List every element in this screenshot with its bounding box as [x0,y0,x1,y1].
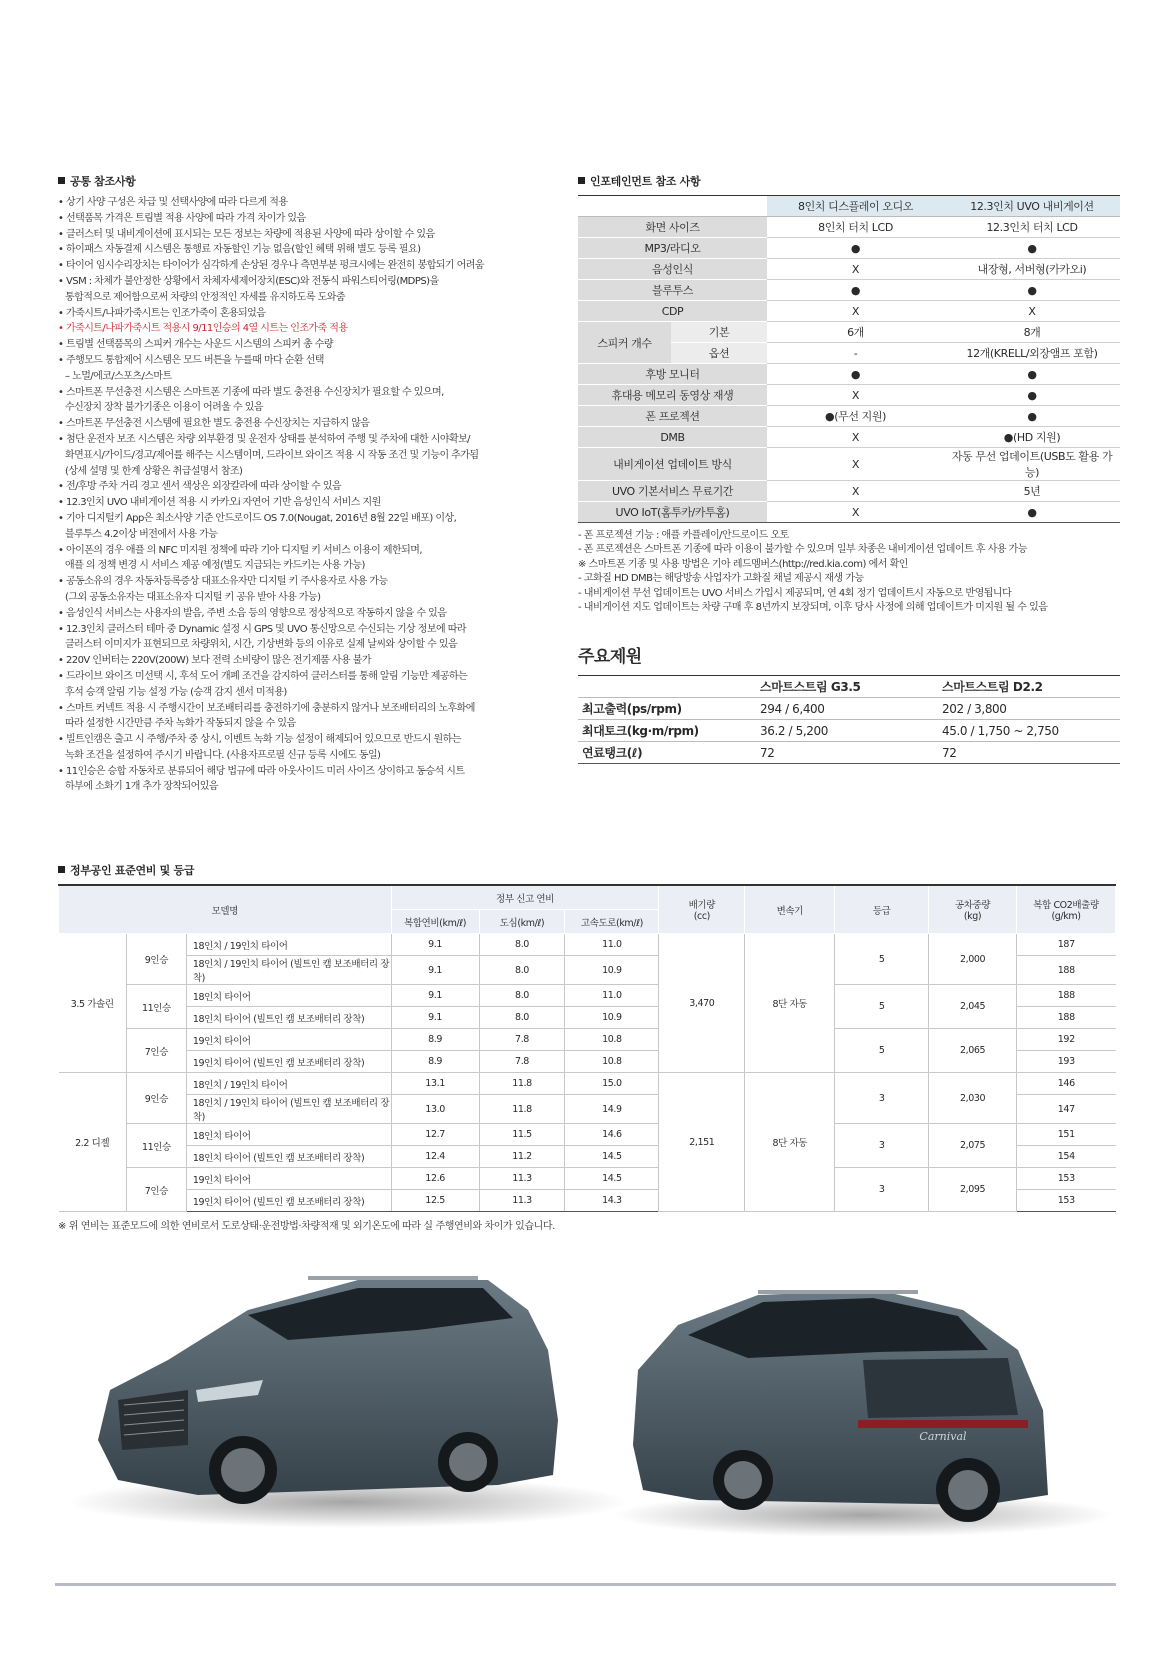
table-row [578,502,1120,523]
combined-value: 13.0 [391,1095,479,1124]
cell-value: ● [767,364,944,385]
highway-value: 14.6 [565,1124,659,1146]
cell-value: X [767,259,944,280]
th-model: 모델명 [59,885,392,934]
cell-value: ● [944,406,1120,427]
table-row [59,934,1116,956]
cell-value: X [767,385,944,406]
th-gov-efficiency: 정부 신고 연비 [391,885,659,910]
note-item: • 트림별 선택품목의 스피커 개수는 사운드 시스템의 스피커 총 수량 [58,339,333,351]
table-row [578,448,1120,481]
note-item: • 스마트폰 무선충전 시스템은 스마트폰 기종에 따라 별도 충전용 수신장치가 필요할 수 있으며, 수신장치 장착 불가기종은 이용이 어려울 수 있음 [58,386,444,414]
row-label: 후방 모니터 [578,364,767,385]
cell-value: 72 [756,742,938,764]
col-d22: 스마트스트림 D2.2 [938,676,1120,698]
note-item: • 스마트 커넥트 적용 시 주행시간이 보조배터리를 충전하기에 충분하지 않거나 보조배터리의 노후화에 따라 설정한 시간만큼 주차 녹화가 작동되지 않을 수 있음 [58,702,475,730]
row-sublabel: 기본 [671,322,767,343]
car-illustrations [58,1240,1118,1550]
table-row [578,742,1120,764]
fuel-heading: 정부공인 표준연비 및 등급 [58,862,1116,878]
displacement-value: 3,470 [659,934,745,1073]
note-item: • 12.3인치 UVO 내비게이션 적용 시 카카오i 자연어 기반 음성인식 서비스 지원 [58,497,381,509]
city-value: 11.8 [479,1073,565,1095]
highway-value: 11.0 [565,985,659,1007]
transmission-value: 8단 자동 [745,934,835,1073]
cell-value: ● [944,280,1120,301]
grade-value: 3 [835,1168,929,1212]
table-row [578,385,1120,406]
combined-value: 8.9 [391,1029,479,1051]
note-line: ※ 스마트폰 기종 및 사용 방법은 기아 레드멤버스(http://red.kia.com) 에서 확인 [578,558,908,570]
note-item: • 12.3인치 클러스터 테마 중 Dynamic 설정 시 GPS 및 UVO 통신망으로 수신되는 기상 정보에 따라 클러스터 이미지가 표현되므로 차량위치, 시간, 기상변화 등의 이유로 실제 날씨와 상이할 수 있음 [58,623,466,651]
combined-value: 12.7 [391,1124,479,1146]
co2-value: 153 [1017,1190,1116,1212]
highway-value: 14.5 [565,1146,659,1168]
co2-value: 151 [1017,1124,1116,1146]
note-item: • 전/후방 주차 거리 경고 센서 색상은 외장칼라에 따라 상이할 수 있음 [58,481,342,493]
cell-value: 5년 [944,481,1120,502]
tire-label: 18인치 타이어 [186,1124,391,1146]
cell-value: X [767,502,944,523]
combined-value: 8.9 [391,1051,479,1073]
table-row [578,481,1120,502]
co2-value: 188 [1017,985,1116,1007]
note-item: • 타이어 임시수리장치는 타이어가 심각하게 손상된 경우나 측면부분 펑크시에는 완전히 봉합되기 어려움 [58,260,484,272]
cell-value: - [767,343,944,364]
highway-value: 14.5 [565,1168,659,1190]
common-notes-heading: 공통 참조사항 [58,173,564,189]
fuel-efficiency-section [58,862,1116,1232]
note-line: - 내비게이션 지도 업데이트는 차량 구매 후 8년까지 보장되며, 이후 당사 사정에 의해 업데이트가 미지원 될 수 있음 [578,602,1048,614]
note-line: - 폰 프로젝션 기능 : 애플 카플레이/안드로이드 오토 [578,530,789,541]
bottom-divider [55,1583,1116,1586]
highway-value: 15.0 [565,1073,659,1095]
combined-value: 12.4 [391,1146,479,1168]
row-label: 폰 프로젝션 [578,406,767,427]
note-item: • 기아 디지털키 App은 최소사양 기준 안드로이드 OS 7.0(Nougat, 2016년 8월 22일 배포) 이상, 블루투스 4.2이상 버전에서 사용 가능 [58,512,457,540]
city-value: 8.0 [479,956,565,985]
cell-value: X [767,427,944,448]
cell-value: 12.3인치 터치 LCD [944,217,1120,238]
cell-value: 12개(KRELL/외장앰프 포함) [944,343,1120,364]
th-co2: 복합 CO2배출량 (g/km) [1017,885,1116,934]
col-g35: 스마트스트림 G3.5 [756,676,938,698]
seats-label: 7인승 [126,1168,186,1212]
highway-value: 11.0 [565,934,659,956]
main-specs-section [578,642,1120,764]
co2-value: 153 [1017,1168,1116,1190]
infotainment-section [578,173,1120,615]
grade-value: 5 [835,1029,929,1073]
grade-value: 3 [835,1073,929,1124]
combined-value: 13.1 [391,1073,479,1095]
highway-value: 14.3 [565,1190,659,1212]
row-sublabel: 옵션 [671,343,767,364]
co2-value: 192 [1017,1029,1116,1051]
co2-value: 187 [1017,934,1116,956]
combined-value: 12.6 [391,1168,479,1190]
tire-label: 18인치 / 19인치 타이어 (빌트인 캠 보조배터리 장착) [186,1095,391,1124]
tire-label: 18인치 / 19인치 타이어 [186,934,391,956]
table-row [578,280,1120,301]
row-label: 화면 사이즈 [578,217,767,238]
cell-value: X [944,301,1120,322]
co2-value: 146 [1017,1073,1116,1095]
cell-value: 내장형, 서버형(카카오i) [944,259,1120,280]
note-item: • 음성인식 서비스는 사용자의 발음, 주변 소음 등의 영향으로 정상적으로 작동하지 않을 수 있음 [58,607,447,619]
combined-value: 12.5 [391,1190,479,1212]
cell-value: 294 / 6,400 [756,698,938,720]
row-label: 최대토크(kg·m/rpm) [578,720,756,742]
table-row [578,217,1120,238]
th-highway: 고속도로(km/ℓ) [565,910,659,934]
note-item: • VSM : 차체가 불안정한 상황에서 차체자세제어장치(ESC)와 전동식 파워스티어링(MDPS)을 통합적으로 제어함으로써 차량의 안정적인 자세를 유지하도록 도와줌 [58,275,439,303]
row-label: UVO 기본서비스 무료기간 [578,481,767,502]
svg-text:Carnival: Carnival [919,1430,967,1443]
tire-label: 19인치 타이어 [186,1029,391,1051]
cell-value: 202 / 3,800 [938,698,1120,720]
row-label: DMB [578,427,767,448]
cell-value: 36.2 / 5,200 [756,720,938,742]
row-label: MP3/라디오 [578,238,767,259]
seats-label: 7인승 [126,1029,186,1073]
table-row [578,698,1120,720]
th-weight: 공차중량 (kg) [929,885,1017,934]
th-city: 도심(km/ℓ) [479,910,565,934]
note-item: • 주행모드 통합제어 시스템은 모드 버튼을 누를때 마다 순환 선택 – 노멀/에코/스포츠/스마트 [58,354,324,382]
seats-label: 11인승 [126,1124,186,1168]
highway-value: 14.9 [565,1095,659,1124]
common-notes-list [58,195,564,795]
note-item: • 상기 사양 구성은 차급 및 선택사양에 따라 다르게 적용 [58,197,288,208]
note-item: • 아이폰의 경우 애플 의 NFC 미지원 정책에 따라 기아 디지털 키 서비스 이용이 제한되며, 애플 의 정책 변경 시 서비스 제공 예정(별도 지급되는 카드키는 사용 가능) [58,544,422,572]
tire-label: 19인치 타이어 (빌트인 캠 보조배터리 장착) [186,1051,391,1073]
highway-value: 10.8 [565,1051,659,1073]
city-value: 11.2 [479,1146,565,1168]
th-transmission: 변속기 [745,885,835,934]
seats-label: 9인승 [126,934,186,985]
cell-value: ● [767,238,944,259]
table-row [578,322,1120,343]
table-row [59,1073,1116,1095]
seats-label: 9인승 [126,1073,186,1124]
note-item: • 드라이브 와이즈 미선택 시, 후석 도어 개폐 조건을 감지하여 클러스터를 통해 알림 기능만 제공하는 후석 승객 알림 기능 설정 가능 (승객 감지 센서 미적용) [58,670,468,698]
weight-value: 2,075 [929,1124,1017,1168]
main-specs-table [578,675,1120,764]
weight-value: 2,000 [929,934,1017,985]
cell-value: ● [944,502,1120,523]
city-value: 11.3 [479,1168,565,1190]
table-row [59,1029,1116,1051]
table-row [578,364,1120,385]
cell-value: ● [944,364,1120,385]
city-value: 11.3 [479,1190,565,1212]
combined-value: 9.1 [391,985,479,1007]
col-8inch-audio: 8인치 디스플레이 오디오 [767,196,944,217]
table-row [578,301,1120,322]
tire-label: 18인치 타이어 [186,985,391,1007]
grade-value: 5 [835,985,929,1029]
cell-value: 6개 [767,322,944,343]
cell-value: ● [944,238,1120,259]
fuel-efficiency-table [58,884,1116,1212]
cell-value: ● [767,280,944,301]
co2-value: 188 [1017,956,1116,985]
table-row [59,1168,1116,1190]
note-item: • 220V 인버터는 220V(200W) 보다 전력 소비량이 많은 전기제품 사용 불가 [58,655,371,667]
combined-value: 9.1 [391,1007,479,1029]
note-line: - 폰 프로젝션은 스마트폰 기종에 따라 이용이 불가할 수 있으며 일부 차종은 내비게이션 업데이트 후 사용 가능 [578,544,1028,556]
note-item: • 하이패스 자동결제 시스템은 통행료 자동할인 기능 없음(할인 혜택 위해 별도 등록 필요) [58,244,421,256]
note-item: • 선택품목 가격은 트림별 적용 사양에 따라 가격 차이가 있음 [58,212,306,224]
cell-value: 자동 무선 업데이트(USB도 활용 가능) [944,448,1120,481]
note-item: • 첨단 운전자 보조 시스템은 차량 외부환경 및 운전자 상태를 분석하여 주행 및 주차에 대한 시야확보/ 화면표시/가이드/경고/제어를 해주는 시스템이며, 드라이브 와이즈 적용 시 작동 조건 및 기능이 추가됨 (상세 설명 및 한계 상황은 취급설명서 참조) [58,433,479,477]
cell-value: 8인치 터치 LCD [767,217,944,238]
note-item: • 11인승은 승합 자동차로 분류되어 해당 법규에 따라 아웃사이드 미러 사이즈 상이하고 동승석 시트 하부에 소화기 1개 추가 장착되어있음 [58,765,465,793]
note-line: - 내비게이션 무선 업데이트는 UVO 서비스 가입시 제공되며, 연 4회 정기 업데이트시 자동으로 반영됩니다 [578,587,1012,599]
grade-value: 3 [835,1124,929,1168]
common-notes-section [58,173,564,795]
table-row [578,720,1120,742]
highway-value: 10.9 [565,1007,659,1029]
car-rear-view [613,1290,1113,1537]
note-item: • 가죽시트/나파가죽시트는 인조가죽이 혼용되었음 [58,307,266,319]
seats-label: 11인승 [126,985,186,1029]
th-displacement: 배기량 (cc) [659,885,745,934]
cell-value: ●(무선 지원) [767,406,944,427]
infotainment-heading: 인포테인먼트 참조 사항 [578,173,1120,189]
tire-label: 19인치 타이어 [186,1168,391,1190]
tire-label: 18인치 타이어 (빌트인 캠 보조배터리 장착) [186,1007,391,1029]
blank-header-cell [578,676,756,698]
car-front-view [68,1276,628,1528]
car-images [58,1240,1118,1550]
row-label: UVO IoT(홈투카/카투홈) [578,502,767,523]
row-label: 음성인식 [578,259,767,280]
row-label: 연료탱크(ℓ) [578,742,756,764]
tire-label: 18인치 타이어 (빌트인 캠 보조배터리 장착) [186,1146,391,1168]
engine-label: 2.2 디젤 [59,1073,127,1212]
note-item: • 스마트폰 무선충전 시스템에 필요한 별도 충전용 수신장치는 지급하지 않음 [58,418,370,430]
weight-value: 2,095 [929,1168,1017,1212]
row-label: 블루투스 [578,280,767,301]
transmission-value: 8단 자동 [745,1073,835,1212]
fuel-footnote: ※ 위 연비는 표준모드에 의한 연비로서 도로상태·운전방법·차량적재 및 외기온도에 따라 실 주행연비와 차이가 있습니다. [58,1221,555,1232]
table-row [578,406,1120,427]
cell-value: X [767,481,944,502]
city-value: 7.8 [479,1051,565,1073]
city-value: 8.0 [479,1007,565,1029]
city-value: 7.8 [479,1029,565,1051]
city-value: 11.8 [479,1095,565,1124]
cell-value: X [767,301,944,322]
row-label: 휴대용 메모리 동영상 재생 [578,385,767,406]
note-item: • 가죽시트/나파가죽시트 적용시 9/11인승의 4열 시트는 인조가죽 적용 [58,323,348,335]
col-12inch-navi: 12.3인치 UVO 내비게이션 [944,196,1120,217]
highway-value: 10.8 [565,1029,659,1051]
th-combined: 복합연비(km/ℓ) [391,910,479,934]
main-specs-heading: 주요제원 [578,647,642,667]
grade-value: 5 [835,934,929,985]
infotainment-notes [578,529,1120,615]
row-label: 내비게이션 업데이트 방식 [578,448,767,481]
table-row [59,1124,1116,1146]
table-row [578,259,1120,280]
row-label: 스피커 개수 [578,322,671,364]
note-line: - 고화질 HD DMB는 해당방송 사업자가 고화질 채널 제공시 재생 가능 [578,573,864,585]
table-row [578,427,1120,448]
weight-value: 2,045 [929,985,1017,1029]
row-label: 최고출력(ps/rpm) [578,698,756,720]
infotainment-table [578,195,1120,523]
engine-label: 3.5 가솔린 [59,934,127,1073]
note-item: • 빌트인캠은 출고 시 주행/주차 중 상시, 이벤트 녹화 기능 설정이 해제되어 있으므로 반드시 원하는 녹화 조건을 설정하여 주시기 바랍니다. (사용자프로필 신규 등록 시에도 동일) [58,734,461,761]
co2-value: 154 [1017,1146,1116,1168]
highway-value: 10.9 [565,956,659,985]
combined-value: 9.1 [391,934,479,956]
co2-value: 147 [1017,1095,1116,1124]
tire-label: 18인치 / 19인치 타이어 (빌트인 캠 보조배터리 장착) [186,956,391,985]
cell-value: 45.0 / 1,750 ~ 2,750 [938,720,1120,742]
table-row [578,238,1120,259]
th-grade: 등급 [835,885,929,934]
note-item: • 공동소유의 경우 자동차등록증상 대표소유자만 디지털 키 주사용자로 사용 가능 (그외 공동소유자는 대표소유자 디지털 키 공유 받아 사용 가능) [58,576,388,603]
weight-value: 2,030 [929,1073,1017,1124]
city-value: 8.0 [479,985,565,1007]
cell-value: ●(HD 지원) [944,427,1120,448]
cell-value: X [767,448,944,481]
blank-header-cell [578,196,767,217]
city-value: 11.5 [479,1124,565,1146]
cell-value: 8개 [944,322,1120,343]
displacement-value: 2,151 [659,1073,745,1212]
note-item: • 클러스터 및 내비게이션에 표시되는 모든 정보는 차량에 적용된 사양에 따라 상이할 수 있음 [58,228,435,240]
cell-value: 72 [938,742,1120,764]
co2-value: 188 [1017,1007,1116,1029]
combined-value: 9.1 [391,956,479,985]
city-value: 8.0 [479,934,565,956]
row-label: CDP [578,301,767,322]
tire-label: 19인치 타이어 (빌트인 캠 보조배터리 장착) [186,1190,391,1212]
table-row [59,985,1116,1007]
co2-value: 193 [1017,1051,1116,1073]
cell-value: ● [944,385,1120,406]
weight-value: 2,065 [929,1029,1017,1073]
tire-label: 18인치 / 19인치 타이어 [186,1073,391,1095]
